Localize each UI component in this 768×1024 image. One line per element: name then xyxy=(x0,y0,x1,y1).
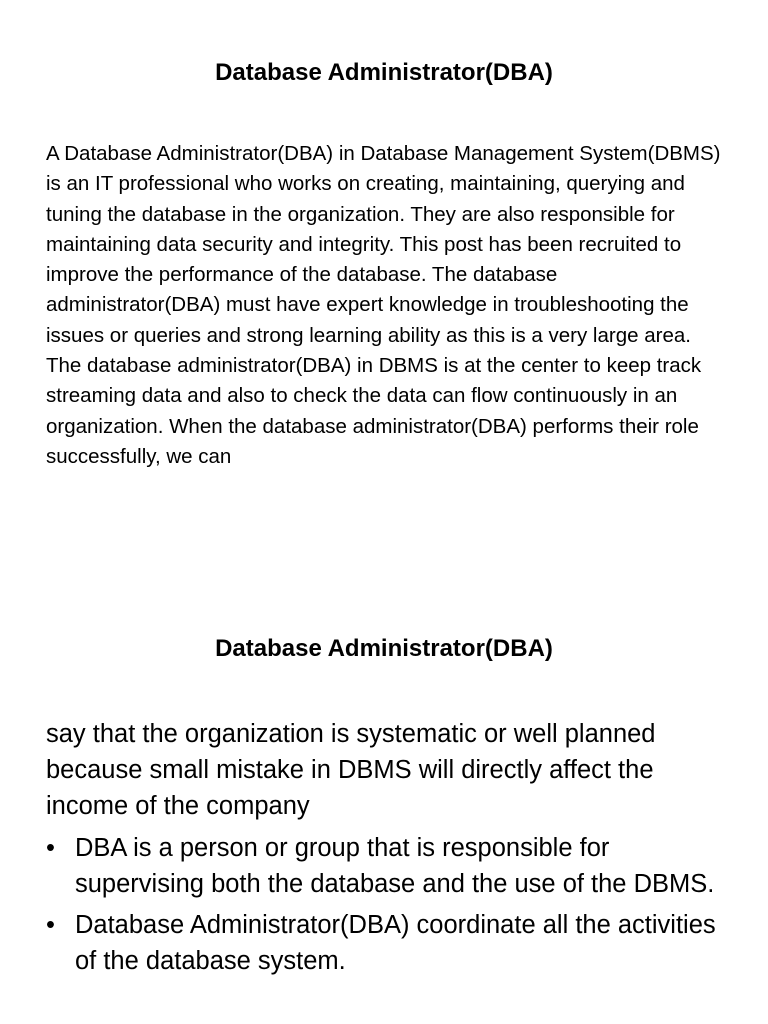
slide-2 xyxy=(0,576,768,1024)
slide-2-lead-text: say that the organization is systematic or well planned because small mistake in DBMS will directly affect the income of the company xyxy=(46,720,656,820)
bullet-list xyxy=(46,830,730,979)
slide-1-paragraph: A Database Administrator(DBA) in Database Management System(DBMS) is an IT professional who works on creating, maintaining, querying and tuning the database in the organization. They are also responsible for maintaining data security and integrity. This post has been recruited to improve the performance of the database. The database administrator(DBA) must have expert knowledge in troubleshooting the issues or queries and strong learning ability as this is a very large area. The database administrator(DBA) in DBMS is at the center to keep track streaming data and also to check the data can flow continuously in an organization. When the database administrator(DBA) performs their role successfully, we can xyxy=(46,142,721,468)
bullet-item xyxy=(46,907,730,979)
bullet-item xyxy=(46,830,730,902)
slide-2-content xyxy=(46,716,730,984)
slide-1-title: Database Administrator(DBA) xyxy=(215,59,553,86)
slide-2-title: Database Administrator(DBA) xyxy=(215,635,553,662)
bullet-text: Database Administrator(DBA) coordinate all the activities of the database system. xyxy=(75,911,716,975)
bullet-text: DBA is a person or group that is responsible for supervising both the database and the use of the DBMS. xyxy=(75,834,715,898)
bullet-icon: • xyxy=(46,911,55,939)
bullet-icon: • xyxy=(46,834,55,862)
